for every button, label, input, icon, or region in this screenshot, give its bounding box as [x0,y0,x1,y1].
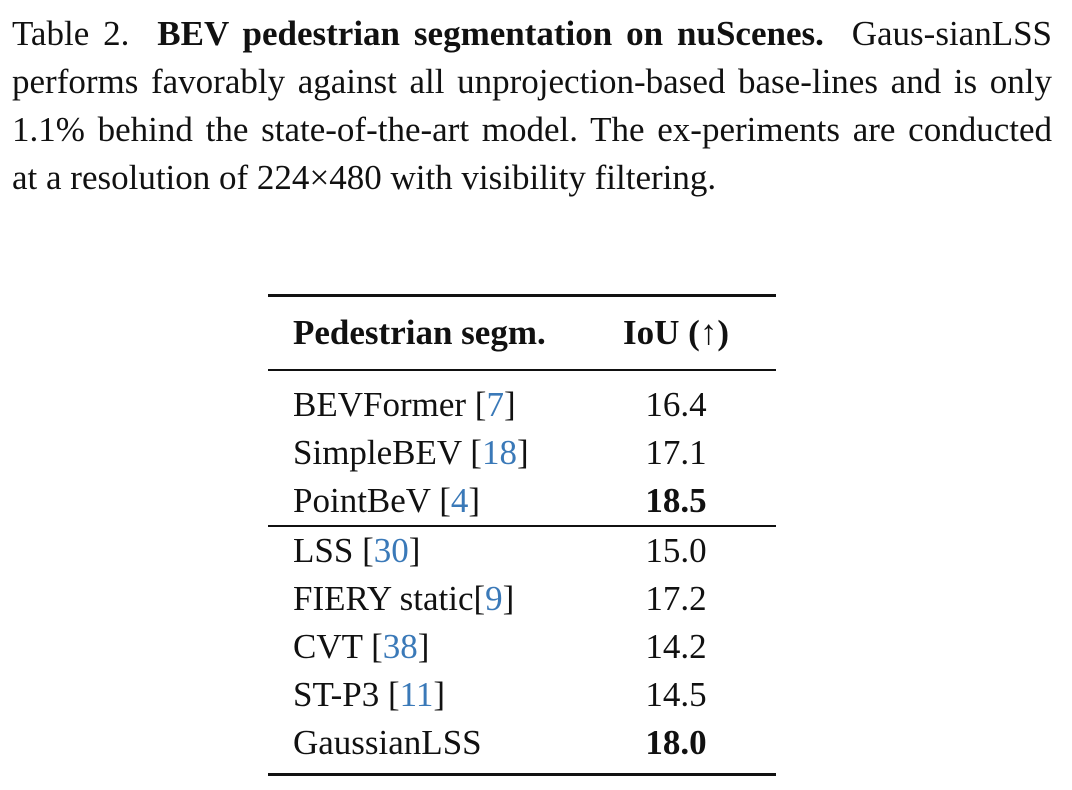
citation-open-bracket: [ [466,385,487,424]
citation-open-bracket: [ [379,675,400,714]
table-row [268,526,776,575]
method-cell [268,370,576,429]
iou-value: 14.2 [645,627,707,666]
citation-open-bracket: [ [353,531,374,570]
method-name: FIERY static [293,579,474,618]
citation-link[interactable]: 4 [450,481,469,520]
citation-open-bracket: [ [473,579,486,618]
table-row [268,429,776,477]
caption-text-end: 480 with visibility filtering. [329,158,717,197]
citation-open-bracket: [ [362,627,383,666]
method-cell [268,575,576,623]
table-row [268,575,776,623]
results-table [268,294,776,776]
results-table-container [268,294,776,776]
iou-value: 14.5 [645,675,707,714]
iou-value: 17.1 [645,433,707,472]
iou-value: 17.2 [645,579,707,618]
header-row [268,296,776,371]
table-row [268,719,776,775]
citation-link[interactable]: 11 [399,675,434,714]
table-body [268,370,776,775]
table-row [268,477,776,526]
method-name: CVT [293,627,363,666]
citation-close-bracket: ] [417,627,430,666]
citation-close-bracket: ] [408,531,421,570]
table-header [268,296,776,371]
iou-value: 18.0 [576,719,776,775]
method-name: BEVFormer [293,385,467,424]
iou-value: 16.4 [645,385,707,424]
iou-value: 15.0 [645,531,707,570]
citation-close-bracket: ] [502,579,515,618]
citation-close-bracket: ] [468,481,480,520]
method-cell [268,671,576,719]
method-name: GaussianLSS [293,723,482,762]
citation-link[interactable]: 38 [382,627,418,666]
caption-label: Table 2. [12,14,130,53]
method-name: LSS [293,531,354,570]
citation-open-bracket: [ [430,481,451,520]
method-name: ST-P3 [293,675,380,714]
citation-close-bracket: ] [516,433,529,472]
citation-link[interactable]: 18 [481,433,517,472]
header-method: Pedestrian segm. [293,313,546,352]
citation-link[interactable]: 7 [486,385,504,424]
table-row [268,671,776,719]
method-cell [268,719,576,775]
citation-close-bracket: ] [503,385,516,424]
citation-link[interactable]: 9 [485,579,503,618]
method-cell [268,477,576,526]
caption-text: Gaus-sianLSS performs favorably against all unprojection-based base-lines and is only 1.1% behind the state-of-the-art model. The ex-periments are conducted at a resolution of 224 [12,14,1053,197]
caption-times-symbol: × [309,158,330,197]
method-cell [268,429,576,477]
header-iou: IoU (↑) [623,313,729,352]
iou-value: 18.5 [576,477,776,526]
method-cell [268,623,576,671]
citation-open-bracket: [ [461,433,482,472]
table-caption [12,10,1052,202]
method-name: SimpleBEV [293,433,462,472]
method-name: PointBeV [293,481,431,520]
citation-link[interactable]: 30 [373,531,409,570]
citation-close-bracket: ] [433,675,446,714]
table-row [268,623,776,671]
table-row [268,370,776,429]
caption-title: BEV pedestrian segmentation on nuScenes. [157,14,824,53]
method-cell [268,526,576,575]
